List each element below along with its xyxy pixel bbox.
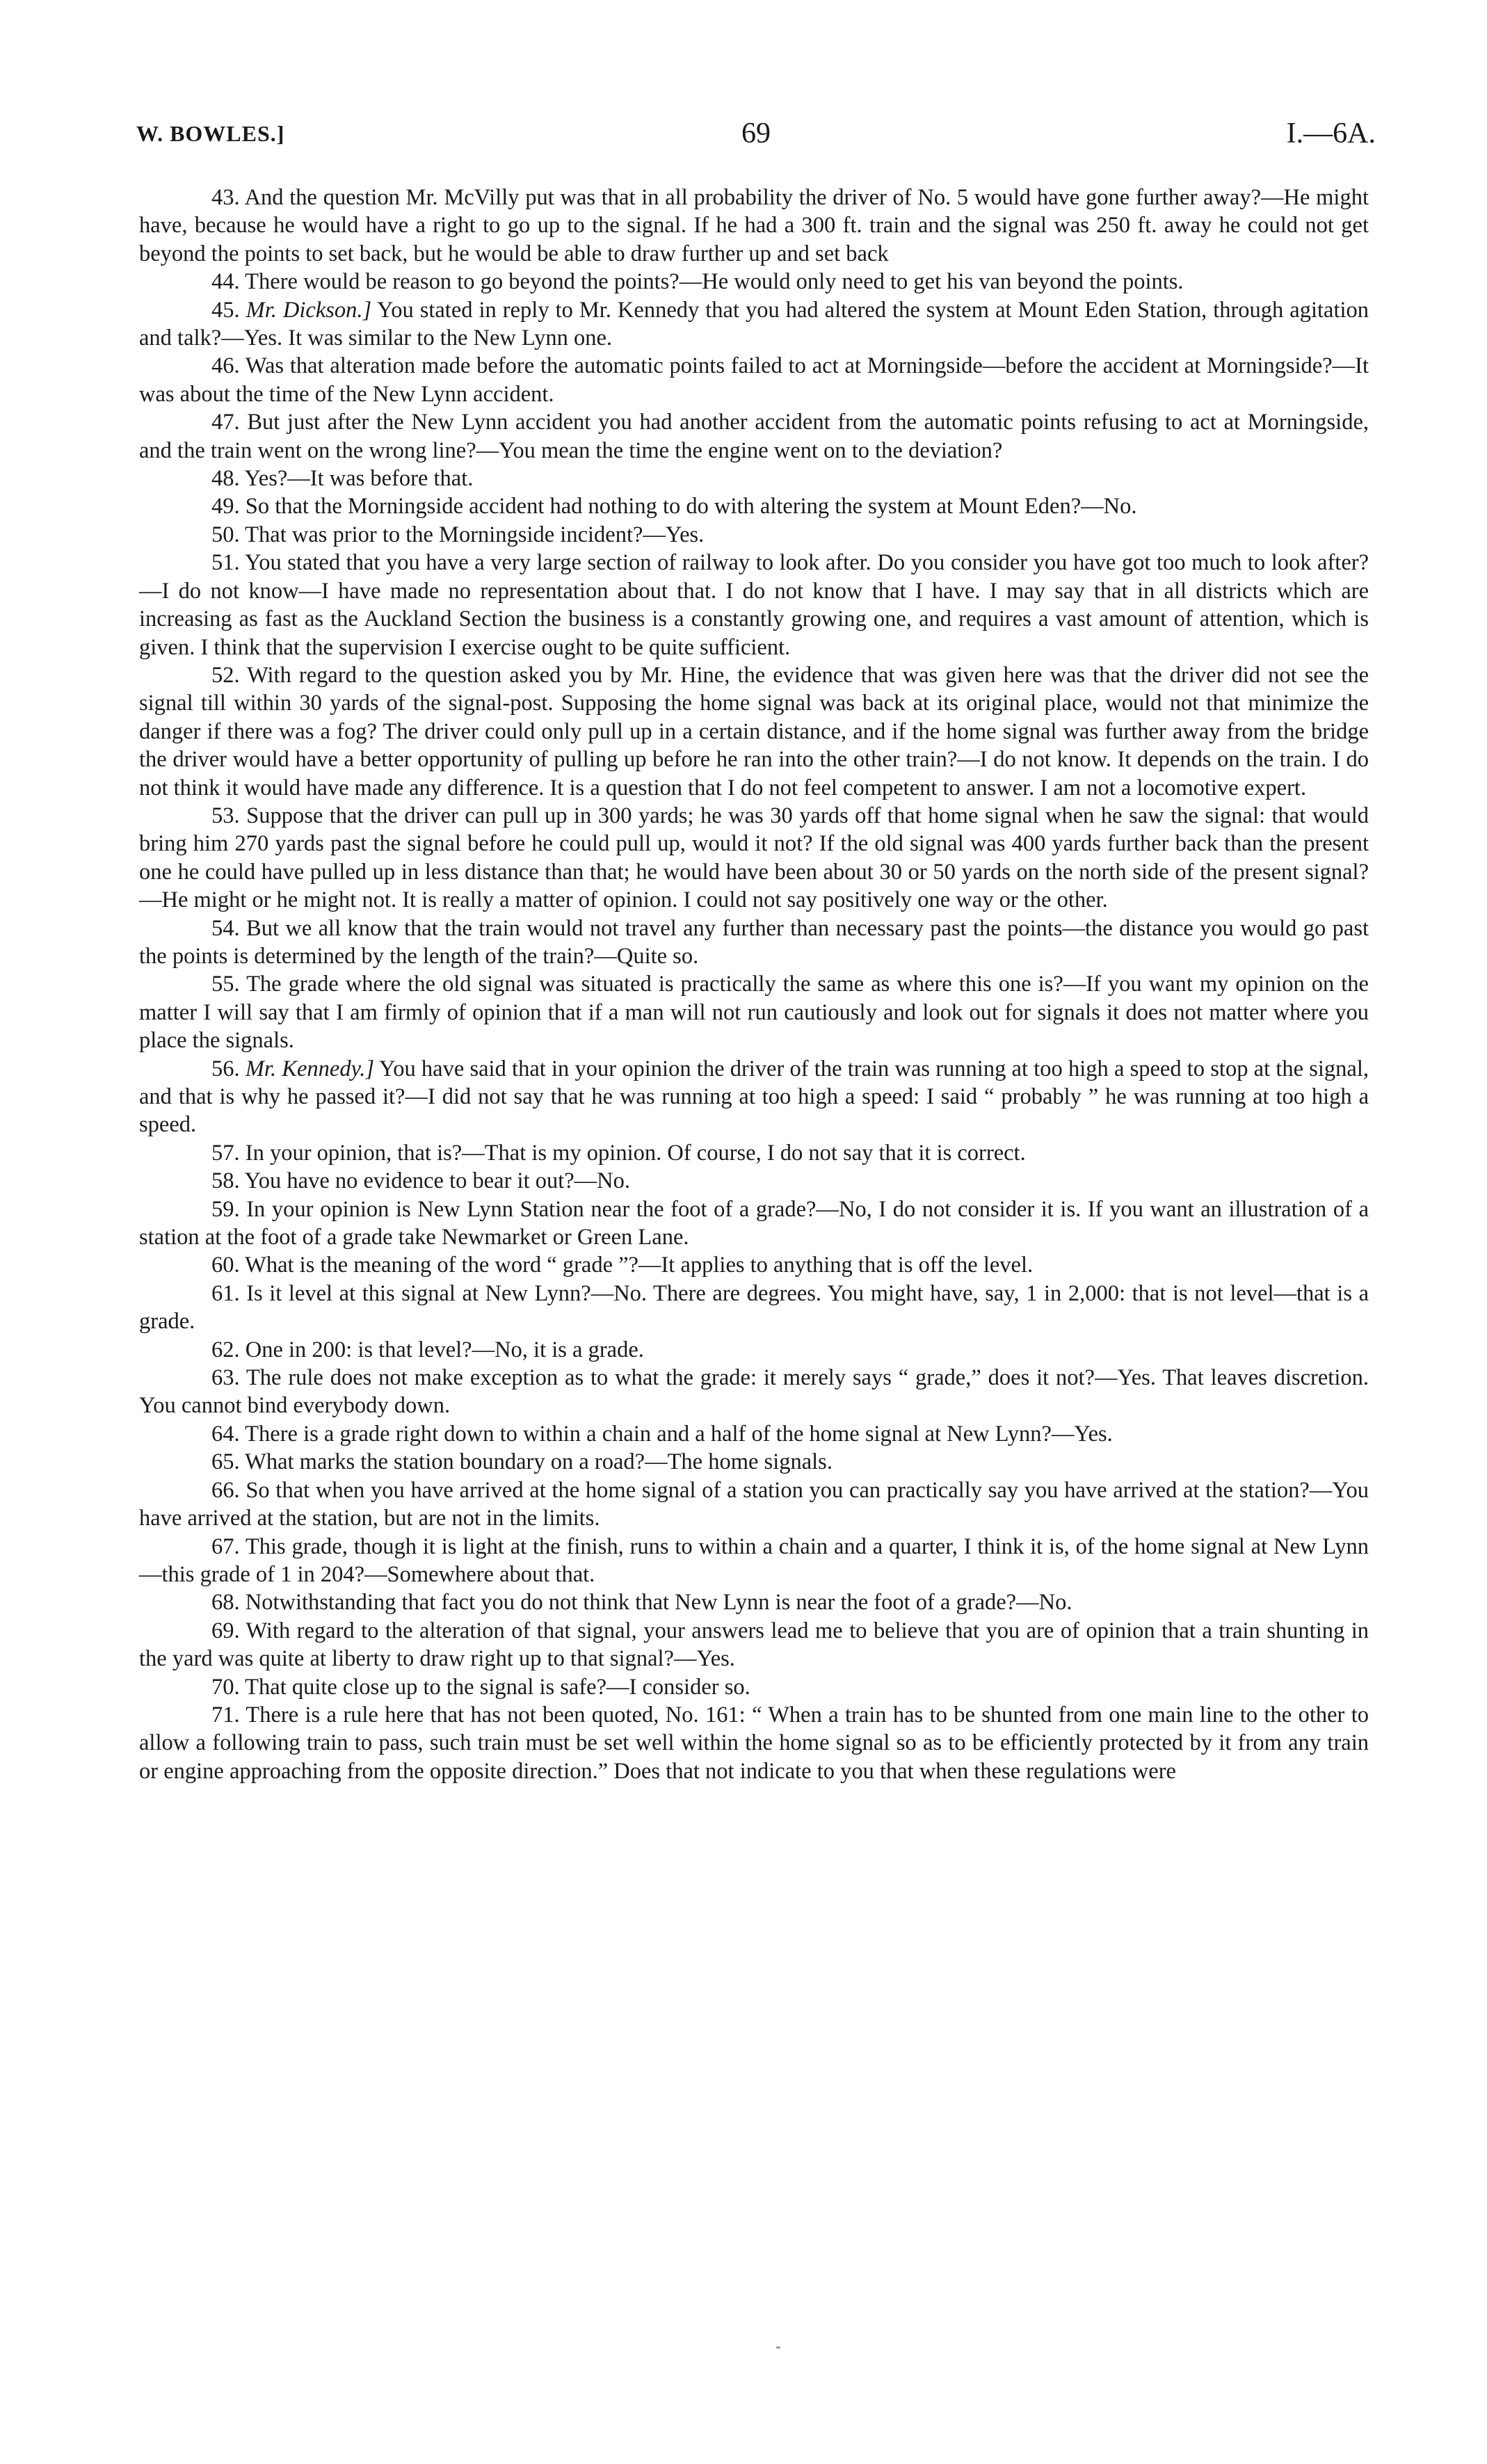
- question-number: 47.: [211, 410, 240, 435]
- question-number: 54.: [211, 915, 240, 941]
- question-text: With regard to the alteration of that signal, your answers lead me to believe that you are of opinion that a train shunting in the yard was quite at liberty to draw right up to that signal?—Yes.: [139, 1618, 1369, 1672]
- question-paragraph: [139, 296, 1369, 353]
- question-paragraph: [139, 661, 1369, 802]
- witness-name: W. BOWLES.]: [136, 121, 285, 146]
- question-paragraph: [139, 1533, 1369, 1589]
- question-text: That quite close up to the signal is safe?—I consider so.: [245, 1674, 750, 1700]
- question-paragraph: [139, 549, 1369, 661]
- questioner-name: Mr. Dickson.]: [246, 297, 372, 323]
- question-text: You stated in reply to Mr. Kennedy that you had altered the system at Mount Eden Station, through agitation and talk?—Yes. It was similar to the New Lynn one.: [139, 297, 1369, 351]
- question-paragraph: [139, 1617, 1369, 1673]
- question-text: There is a rule here that has not been quoted, No. 161: “ When a train has to be shunted from one main line to the other to allow a following train to pass, such train must be set well within the home signal so as to be efficiently protected by it from any train or engine approaching from the opposite direction.” Does that not indicate to you that when these regulations were: [139, 1702, 1369, 1784]
- paper-reference: I.—6A.: [1286, 118, 1376, 150]
- question-paragraph: [139, 1448, 1369, 1476]
- question-text: What is the meaning of the word “ grade ”?—It applies to anything that is off the level.: [245, 1253, 1034, 1278]
- question-number: 55.: [211, 972, 240, 997]
- question-text: What marks the station boundary on a road?—The home signals.: [245, 1449, 833, 1475]
- question-paragraph: [139, 1195, 1369, 1252]
- question-number: 69.: [211, 1618, 240, 1643]
- question-paragraph: [139, 1673, 1369, 1701]
- page-number: 69: [741, 118, 771, 150]
- question-text: You stated that you have a very large section of railway to look after. Do you consider you have got too much to look after?—I do not know—I have made no representation about that. I do not know that I have. I may say that in all districts which are increasing as fast as the Auckland Section the business is a constantly growing one, and requires a vast amount of attention, which is given. I think that the supervision I exercise ought to be quite sufficient.: [139, 550, 1369, 660]
- question-paragraph: [139, 1167, 1369, 1195]
- question-paragraph: [139, 1420, 1369, 1448]
- question-paragraph: [139, 1280, 1369, 1336]
- question-text: You have no evidence to bear it out?—No.: [244, 1168, 631, 1194]
- page-header: [136, 117, 1376, 159]
- question-number: 66.: [211, 1477, 240, 1503]
- question-number: 44.: [211, 269, 240, 295]
- question-paragraph: [139, 521, 1369, 549]
- question-text: And the question Mr. McVilly put was that in all probability the driver of No. 5 would have gone further away?—He might have, because he would have a right to go up to the signal. If he had a 300 ft. train and the signal was 250 ft. away he could not get beyond the points to set back, but he would be able to draw further up and set back: [139, 185, 1369, 266]
- question-paragraph: [139, 915, 1369, 971]
- question-paragraph: [139, 1055, 1369, 1139]
- question-paragraph: [139, 1588, 1369, 1616]
- question-number: 43.: [211, 185, 240, 210]
- question-number: 53.: [211, 803, 240, 828]
- question-number: 48.: [211, 466, 240, 492]
- question-text: So that when you have arrived at the home signal of a station you can practically say you have arrived at the station?—You have arrived at the station, but are not in the limits.: [139, 1477, 1369, 1531]
- question-text: The rule does not make exception as to what the grade: it merely says “ grade,” does it not?—Yes. That leaves discretion. You cannot bind everybody down.: [139, 1365, 1369, 1419]
- question-text: Notwithstanding that fact you do not think that New Lynn is near the foot of a grade?—No.: [245, 1590, 1072, 1616]
- question-paragraph: [139, 1336, 1369, 1364]
- question-paragraph: [139, 1251, 1369, 1279]
- question-number: 45.: [211, 297, 240, 323]
- question-text: Is it level at this signal at New Lynn?—No. There are degrees. You might have, say, 1 in 2,000: that is not level—that is a grade.: [139, 1280, 1369, 1335]
- question-text: Yes?—It was before that.: [244, 466, 474, 492]
- question-number: 58.: [211, 1168, 240, 1194]
- question-text: In your opinion, that is?—That is my opinion. Of course, I do not say that it is correct.: [245, 1140, 1026, 1166]
- question-paragraph: [139, 352, 1369, 408]
- question-number: 68.: [211, 1590, 240, 1616]
- question-text: One in 200: is that level?—No, it is a grade.: [245, 1337, 644, 1362]
- question-number: 67.: [211, 1533, 240, 1559]
- evidence-text: [139, 184, 1369, 1785]
- question-text: But just after the New Lynn accident you had another accident from the automatic points refusing to act at Morningside, and the train went on the wrong line?—You mean the time the engine went on to the deviation?: [139, 410, 1369, 463]
- question-text: But we all know that the train would not travel any further than necessary past the points—the distance you would go past the points is determined by the length of the train?—Quite so.: [139, 915, 1369, 969]
- question-number: 49.: [211, 494, 240, 520]
- question-number: 63.: [211, 1365, 240, 1391]
- question-text: There is a grade right down to within a chain and a half of the home signal at New Lynn?—Yes.: [245, 1421, 1113, 1447]
- question-text: Was that alteration made before the automatic points failed to act at Morningside—before the accident at Morningside?—It was about the time of the New Lynn accident.: [139, 353, 1369, 407]
- question-text: This grade, though it is light at the finish, runs to within a chain and a quarter, I think it is, of the home signal at New Lynn—this grade of 1 in 204?—Somewhere about that.: [139, 1533, 1369, 1587]
- question-number: 51.: [211, 550, 240, 576]
- question-paragraph: [139, 1364, 1369, 1420]
- question-number: 61.: [211, 1280, 240, 1306]
- question-text: That was prior to the Morningside incident?—Yes.: [245, 522, 705, 547]
- question-paragraph: [139, 1476, 1369, 1533]
- question-number: 62.: [211, 1337, 240, 1362]
- question-number: 46.: [211, 353, 240, 379]
- question-number: 64.: [211, 1421, 240, 1447]
- question-paragraph: [139, 1139, 1369, 1167]
- question-paragraph: [139, 492, 1369, 520]
- question-paragraph: [139, 970, 1369, 1054]
- question-number: 50.: [211, 522, 240, 547]
- question-text: In your opinion is New Lynn Station near the foot of a grade?—No, I do not consider it is. If you want an illustration of a station at the foot of a grade take Newmarket or Green Lane.: [139, 1196, 1369, 1250]
- question-paragraph: [139, 465, 1369, 492]
- question-text: With regard to the question asked you by Mr. Hine, the evidence that was given here was that the driver did not see the signal till within 30 yards of the signal-post. Supposing the home signal was back at its original place, would not that minimize the danger if there was a fog? The driver could only pull up in a certain distance, and if the home signal was further away from the bridge the driver would have a better opportunity of pulling up before he ran into the other train?—I do not know. It depends on the train. I do not think it would have made any difference. It is a question that I do not feel competent to answer. I am not a locomotive expert.: [139, 662, 1369, 800]
- question-text: The grade where the old signal was situated is practically the same as where this one is?—If you want my opinion on the matter I will say that I am firmly of opinion that if a man will not run cautiously and look out for signals it does not matter where you place the signals.: [139, 972, 1369, 1054]
- question-number: 57.: [211, 1140, 240, 1166]
- question-paragraph: [139, 184, 1369, 268]
- question-text: Suppose that the driver can pull up in 300 yards; he was 30 yards off that home signal when he saw the signal: that would bring him 270 yards past the signal before he could pull up, would it not? If the old signal was 400 yards further back than the present one he could have pulled up in less distance than that; he would have been about 30 or 50 yards on the north side of the present signal?—He might or he might not. It is really a matter of opinion. I could not say positively one way or the other.: [139, 803, 1369, 913]
- question-number: 52.: [211, 662, 240, 688]
- question-paragraph: [139, 268, 1369, 296]
- question-text: So that the Morningside accident had nothing to do with altering the system at Mount Eden?—No.: [245, 494, 1137, 520]
- question-paragraph: [139, 408, 1369, 465]
- question-text: There would be reason to go beyond the points?—He would only need to get his van beyond the points.: [245, 269, 1184, 295]
- question-paragraph: [139, 1701, 1369, 1785]
- question-text: You have said that in your opinion the driver of the train was running at too high a speed to stop at the signal, and that is why he passed it?—I did not say that he was running at too high a speed: I said “ probably ” he was running at too high a speed.: [139, 1056, 1369, 1138]
- print-speck: [776, 2346, 780, 2349]
- question-paragraph: [139, 802, 1369, 915]
- questioner-name: Mr. Kennedy.]: [245, 1056, 374, 1081]
- question-number: 60.: [211, 1253, 240, 1278]
- question-number: 59.: [211, 1196, 240, 1222]
- question-number: 65.: [211, 1449, 240, 1475]
- question-number: 56.: [211, 1056, 240, 1081]
- question-number: 71.: [211, 1702, 240, 1728]
- question-number: 70.: [211, 1674, 240, 1700]
